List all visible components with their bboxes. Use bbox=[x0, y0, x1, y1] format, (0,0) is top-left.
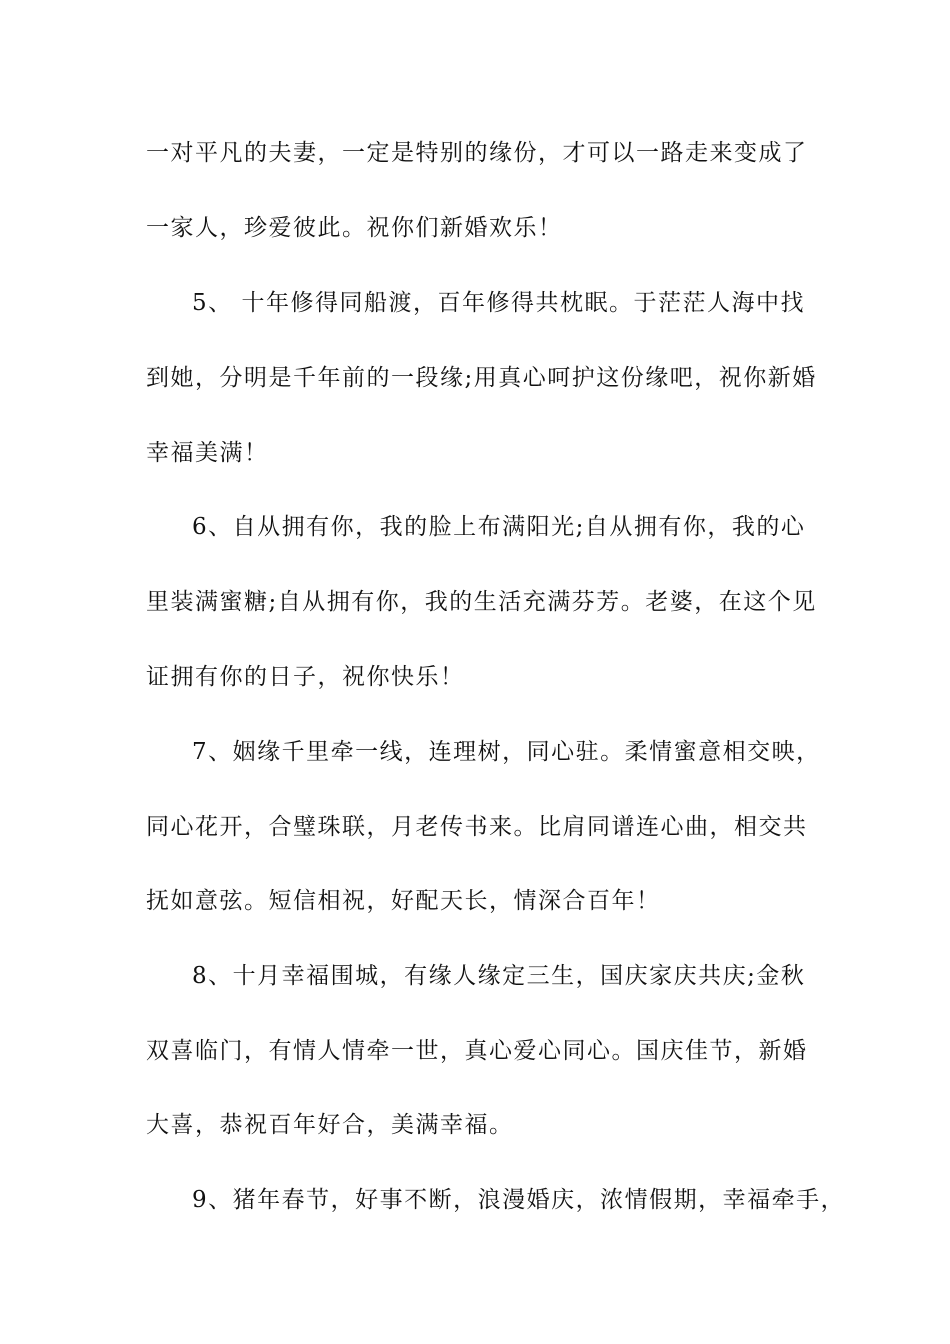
paragraph-7-start: 7、姻缘千里牵一线，连理树，同心驻。柔情蜜意相交映， bbox=[192, 739, 821, 765]
text-line: 双喜临门，有情人情牵一世，真心爱心同心。国庆佳节，新婚 bbox=[146, 1038, 808, 1064]
text-line: 大喜，恭祝百年好合，美满幸福。 bbox=[146, 1112, 514, 1138]
paragraph-5-start: 5、 十年修得同船渡，百年修得共枕眠。于茫茫人海中找 bbox=[192, 290, 805, 316]
paragraph-8-start: 8、十月幸福围城，有缘人缘定三生，国庆家庆共庆;金秋 bbox=[192, 963, 806, 989]
text-line: 到她，分明是千年前的一段缘;用真心呵护这份缘吧，祝你新婚 bbox=[146, 365, 817, 391]
text-line: 里装满蜜糖;自从拥有你，我的生活充满芬芳。老婆，在这个见 bbox=[146, 589, 817, 615]
paragraph-6-start: 6、自从拥有你，我的脸上布满阳光;自从拥有你，我的心 bbox=[192, 514, 806, 540]
text-line: 一家人，珍爱彼此。祝你们新婚欢乐！ bbox=[146, 215, 563, 241]
text-line: 一对平凡的夫妻，一定是特别的缘份，才可以一路走来变成了 bbox=[146, 140, 808, 166]
text-line: 同心花开，合璧珠联，月老传书来。比肩同谱连心曲，相交共 bbox=[146, 814, 808, 840]
text-line: 抚如意弦。短信相祝，好配天长，情深合百年！ bbox=[146, 888, 661, 914]
text-line: 幸福美满！ bbox=[146, 440, 269, 466]
paragraph-9-start: 9、猪年春节，好事不断，浪漫婚庆，浓情假期，幸福牵手， bbox=[192, 1187, 846, 1213]
text-line: 证拥有你的日子，祝你快乐！ bbox=[146, 664, 465, 690]
